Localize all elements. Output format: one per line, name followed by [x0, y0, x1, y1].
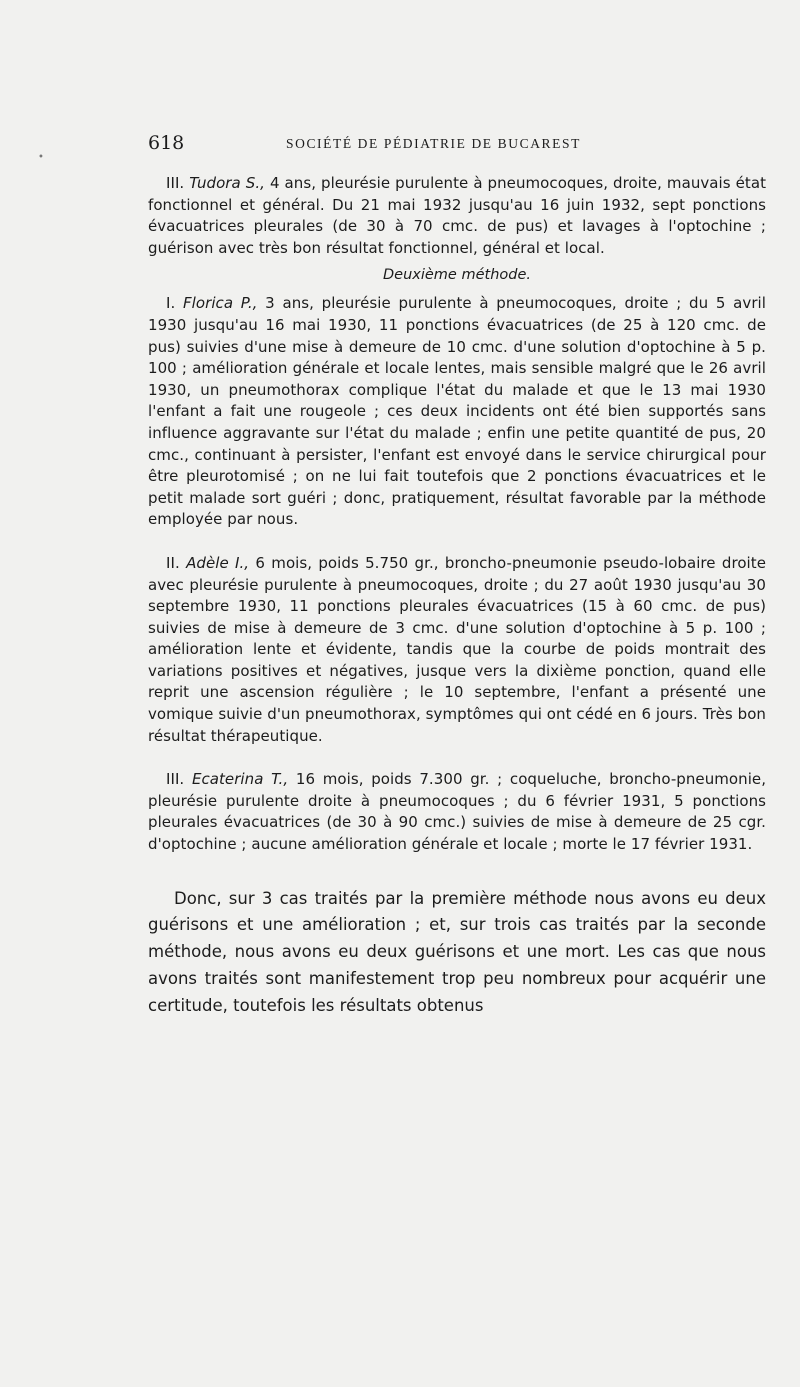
case-numeral: III.	[166, 174, 185, 192]
patient-name: Florica P.,	[183, 294, 258, 313]
case-numeral: II.	[166, 553, 180, 572]
section-title: Deuxième méthode.	[383, 267, 531, 284]
case-text: 4 ans, pleurésie purulente à pneumocoques, droite, mauvais état fonctionnel et général. Du 21 mai 1932 jusqu'au 16 juin 1932, sept ponctions évacuatrices pleurales (de 30 à 70 cmc. de pus) et lavages à l'optochine ; guérison avec très bon résultat fonctionnel, général et local.	[148, 174, 767, 257]
case-text: 6 mois, poids 5.750 gr., broncho-pneumonie pseudo-lobaire droite avec pleurésie purulente à pneumocoques, droite ; du 27 août 1930 jusqu'au 30 septembre 1930, 11 ponctions pleurales évacuatrices (15 à 60 cmc. de pus) suivies de mise à demeure de 3 cmc. d'une solution d'optochine à 5 p. 100 ; amélioration lente et évidente, tandis que la courbe de poids montrait des variations positives et négatives, jusque vers la dixième ponction, quand elle reprit une ascension régulière ; le 10 septembre, l'enfant a présenté une vomique suivie d'un pneumothorax, symptômes qui ont cédé en 6 jours. Très bon résultat thérapeutique.	[148, 553, 766, 745]
patient-name: Adèle I.,	[186, 553, 250, 572]
page-header	[148, 132, 768, 158]
running-title: SOCIÉTÉ DE PÉDIATRIE DE BUCAREST	[286, 136, 581, 151]
margin-mark: •	[38, 152, 44, 163]
case-numeral: I.	[166, 294, 176, 313]
patient-name: Tudora S.,	[189, 174, 265, 192]
conclusion-paragraph: Donc, sur 3 cas traités par la première méthode nous avons eu deux guérisons et une amélioration ; et, sur trois cas traités par la seconde méthode, nous avons eu deux guérisons et une mort. Les cas que nous avons traités sont manifestement trop peu nombreux pour acquérir une certitude, toutefois les résultats obtenus	[148, 888, 766, 1015]
patient-name: Ecaterina T.,	[191, 770, 289, 789]
case-text: 16 mois, poids 7.300 gr. ; coqueluche, broncho-pneumonie, pleurésie purulente droite à pneumocoques ; du 6 février 1931, 5 ponctions pleurales évacuatrices (de 30 à 90 cmc.) suivies de mise à demeure de 25 cgr. d'optochine ; aucune amélioration générale et locale ; morte le 17 février 1931.	[148, 770, 767, 854]
case-numeral: III.	[166, 770, 185, 789]
case-paragraph	[148, 553, 766, 747]
page-number: 618	[148, 132, 185, 154]
page-body	[148, 173, 766, 1020]
case-text: 3 ans, pleurésie purulente à pneumocoques, droite ; du 5 avril 1930 jusqu'au 16 mai 1930, 11 ponctions évacuatrices (de 25 à 120 cmc. de pus) suivies d'une mise à demeure de 10 cmc. d'une solution d'optochine à 5 p. 100 ; amélioration générale et locale lentes, mais sensible malgré que le 26 avril 1930, un pneumothorax complique l'état du malade et que le 13 mai 1930 l'enfant a fait une rougeole ; ces deux incidents ont été bien supportés sans influence aggravante sur l'état du malade ; enfin une petite quantité de pus, 20 cmc., continuant à persister, l'enfant est envoyé dans le service chirurgical pour être pleurotomisé ; on ne lui fait toutefois que 2 ponctions évacuatrices et le petit malade sort guéri ; donc, pratiquement, résultat favorable par la méthode employée par nous.	[148, 294, 766, 529]
case-paragraph	[148, 769, 766, 855]
case-paragraph	[148, 173, 766, 259]
case-paragraph	[148, 293, 766, 531]
